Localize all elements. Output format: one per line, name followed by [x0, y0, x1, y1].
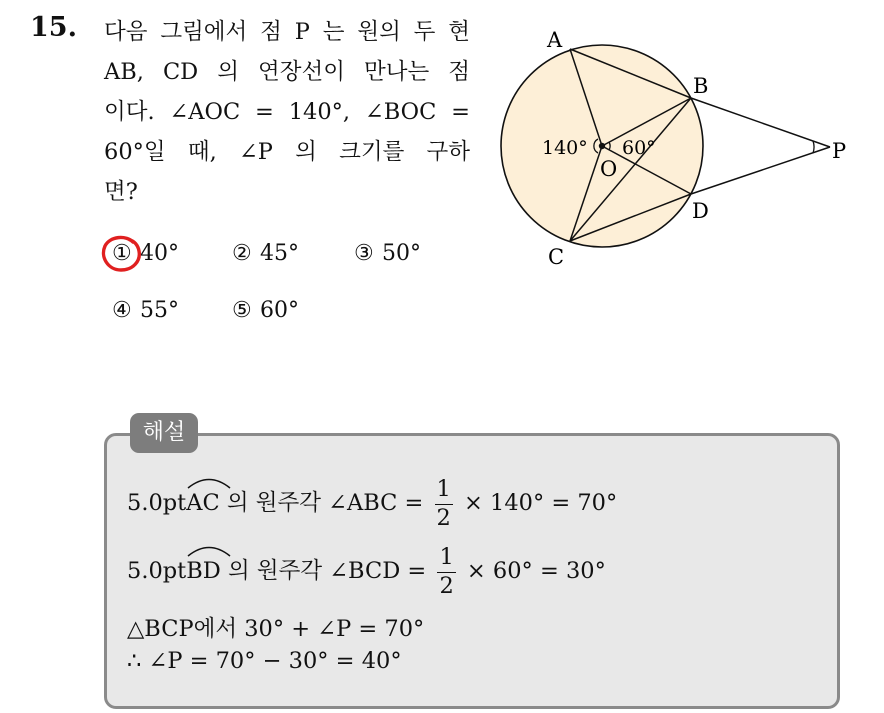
label-p: P	[832, 139, 847, 163]
question-text	[104, 12, 470, 212]
circle-figure	[490, 18, 870, 278]
solution-line-2-prefix: 5.0pt	[127, 558, 187, 585]
solution-line-4: ∴ ∠P = 70° − 30° = 40°	[127, 648, 402, 674]
choice-1-mark: ①	[112, 241, 132, 266]
solution-line-1-prefix: 5.0pt	[127, 490, 187, 517]
question-line-5: 면?	[104, 179, 138, 205]
choice-3-mark: ③	[354, 241, 374, 266]
choice-3-value: 50°	[382, 241, 421, 266]
choice-2[interactable]	[232, 241, 299, 266]
solution-line-1-text: 의 원주각 ∠ABC =	[219, 490, 431, 517]
label-angle-aoc: 140°	[542, 137, 588, 159]
label-angle-boc: 60°	[622, 137, 656, 159]
choice-2-value: 45°	[260, 241, 299, 266]
fraction-half-2: $\frac{1}{2}$	[439, 544, 454, 599]
solution-tab: 해설	[130, 413, 198, 453]
solution-line-2-text: 의 원주각 ∠BCD =	[220, 558, 434, 585]
fraction-half-1: $\frac{1}{2}$	[436, 476, 451, 531]
question-line-4: 60°일 때, ∠P 의 크기를 구하	[104, 139, 470, 165]
angle-arc-p	[813, 141, 814, 153]
choice-4-mark: ④	[112, 298, 132, 323]
choice-5-value: 60°	[260, 298, 299, 323]
question-number: 15.	[30, 12, 77, 43]
choice-3[interactable]	[354, 241, 421, 266]
extension-dp	[691, 147, 830, 194]
arc-bd: BD	[186, 552, 221, 584]
solution-line-2-result: × 60° = 30°	[459, 558, 606, 585]
choice-4[interactable]	[112, 298, 179, 323]
choice-5[interactable]	[232, 298, 299, 323]
extension-bp	[691, 98, 830, 147]
solution-line-1-result: × 140° = 70°	[456, 490, 618, 517]
question-line-2: AB, CD 의 연장선이 만나는 점	[104, 59, 470, 85]
label-o: O	[600, 157, 618, 181]
solution-line-2	[127, 546, 606, 598]
question-line-3: 이다. ∠AOC = 140°, ∠BOC =	[104, 99, 470, 125]
solution-line-3: △BCP에서 30° + ∠P = 70°	[127, 616, 425, 642]
choice-5-mark: ⑤	[232, 298, 252, 323]
arc-ac: AC	[186, 484, 219, 516]
solution-line-1	[127, 478, 617, 530]
choice-1-value: 40°	[140, 241, 179, 266]
choice-4-value: 55°	[140, 298, 179, 323]
label-a: A	[547, 28, 563, 52]
center-dot	[599, 143, 605, 149]
choice-2-mark: ②	[232, 241, 252, 266]
question-line-1: 다음 그림에서 점 P 는 원의 두 현	[104, 19, 470, 45]
label-c: C	[548, 245, 565, 269]
label-b: B	[693, 74, 709, 98]
answer-circle-mark	[100, 233, 144, 275]
label-d: D	[692, 199, 709, 223]
